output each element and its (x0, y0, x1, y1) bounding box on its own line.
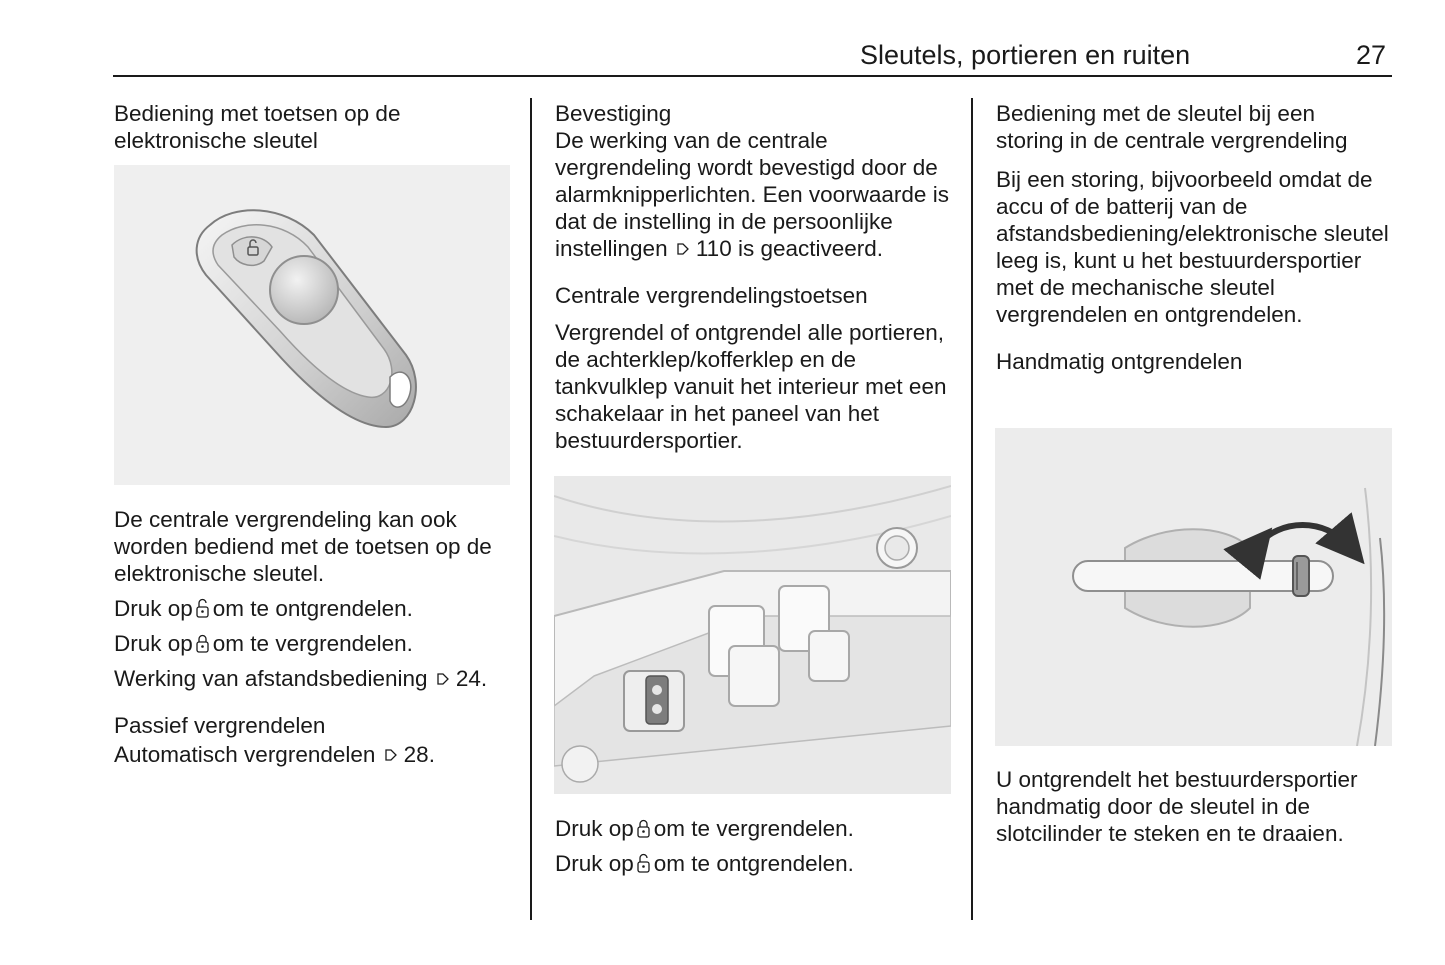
column-divider-left (530, 98, 532, 920)
col2-lock-pre: Druk op (555, 816, 634, 841)
col2-lock-post: om te vergrendelen. (653, 816, 854, 841)
col1-auto-ref[interactable]: 28. (403, 742, 435, 767)
reference-arrow-icon (676, 240, 690, 258)
col1-lock-line (114, 630, 514, 657)
key-fob-illustration (114, 165, 510, 485)
column-2 (555, 100, 955, 454)
unlock-icon (637, 853, 650, 873)
col2-confirm-ref[interactable]: 110 is geactiveerd. (695, 236, 884, 261)
col2-confirm-paragraph (555, 127, 953, 262)
reference-arrow-icon (436, 670, 450, 688)
col1-lock-post: om te vergrendelen. (212, 631, 413, 656)
reference-arrow-icon (384, 746, 398, 764)
running-header-title: Sleutels, portieren en ruiten (860, 40, 1191, 70)
col1-unlock-line (114, 595, 514, 622)
col3-para2: U ontgrendelt het bestuurdersportier handmatig door de sleutel in de slotcilinder te steken en te draaien. (996, 767, 1358, 846)
col2-unlock-pre: Druk op (555, 851, 634, 876)
key-fob-icon (114, 165, 510, 485)
col2-lock-line (555, 815, 955, 842)
col2-confirm-heading: Bevestiging (555, 101, 672, 126)
col2-unlock-post: om te ontgrendelen. (653, 851, 854, 876)
door-switch-panel-illustration (554, 476, 951, 794)
col2-unlock-line (555, 850, 955, 877)
column-2-lower (555, 815, 955, 877)
col3-para1: Bij een storing, bijvoorbeeld omdat de accu of de batterij van de afstandsbediening/elektronische sleutel leeg is, kunt u het bestuurdersportier met de mechanische sleutel vergrendelen en ontgrendelen. (996, 167, 1389, 327)
col2-section-heading: Centrale vergrendelingstoetsen (555, 283, 868, 308)
column-3-lower (996, 766, 1396, 847)
col1-auto-line (114, 741, 514, 768)
door-panel-icon (554, 476, 951, 794)
col1-unlock-post: om te ontgrendelen. (212, 596, 413, 621)
col1-passive-heading: Passief vergrendelen (114, 713, 326, 738)
unlock-icon (196, 598, 209, 618)
col1-para1: De centrale vergrendeling kan ook worden bediend met de toetsen op de elektronische sleutel. (114, 507, 492, 586)
column-1-lower (114, 506, 514, 768)
lock-icon (637, 818, 650, 838)
col1-unlock-pre: Druk op (114, 596, 193, 621)
page-number: 27 (1356, 40, 1387, 70)
column-divider-right (971, 98, 973, 920)
col2-section-text: Vergrendel of ontgrendel alle portieren, de achterklep/kofferklep en de tankvulklep vanuit het interieur met een schakelaar in het paneel van het bestuurdersportier. (555, 320, 947, 453)
header-rule (113, 75, 1392, 77)
column-3 (996, 100, 1396, 375)
col3-manual-heading: Handmatig ontgrendelen (996, 349, 1243, 374)
door-handle-illustration (995, 428, 1392, 746)
col1-lock-pre: Druk op (114, 631, 193, 656)
col1-remote-line (114, 665, 514, 692)
col1-remote-text: Werking van afstandsbediening (114, 666, 428, 691)
col1-remote-ref[interactable]: 24. (455, 666, 488, 691)
column-1 (114, 100, 514, 154)
col1-heading: Bediening met toetsen op de elektronische sleutel (114, 101, 401, 153)
col3-heading: Bediening met de sleutel bij een storing in de centrale vergrendeling (996, 101, 1348, 153)
door-handle-icon (995, 428, 1392, 746)
lock-icon (196, 633, 209, 653)
col1-auto-text: Automatisch vergrendelen (114, 742, 376, 767)
col2-confirm-text: De werking van de centrale vergrendeling wordt bevestigd door de alarmknipperlichten. Een voorwaarde is dat de instelling in de persoonlijke instellingen (555, 128, 949, 261)
